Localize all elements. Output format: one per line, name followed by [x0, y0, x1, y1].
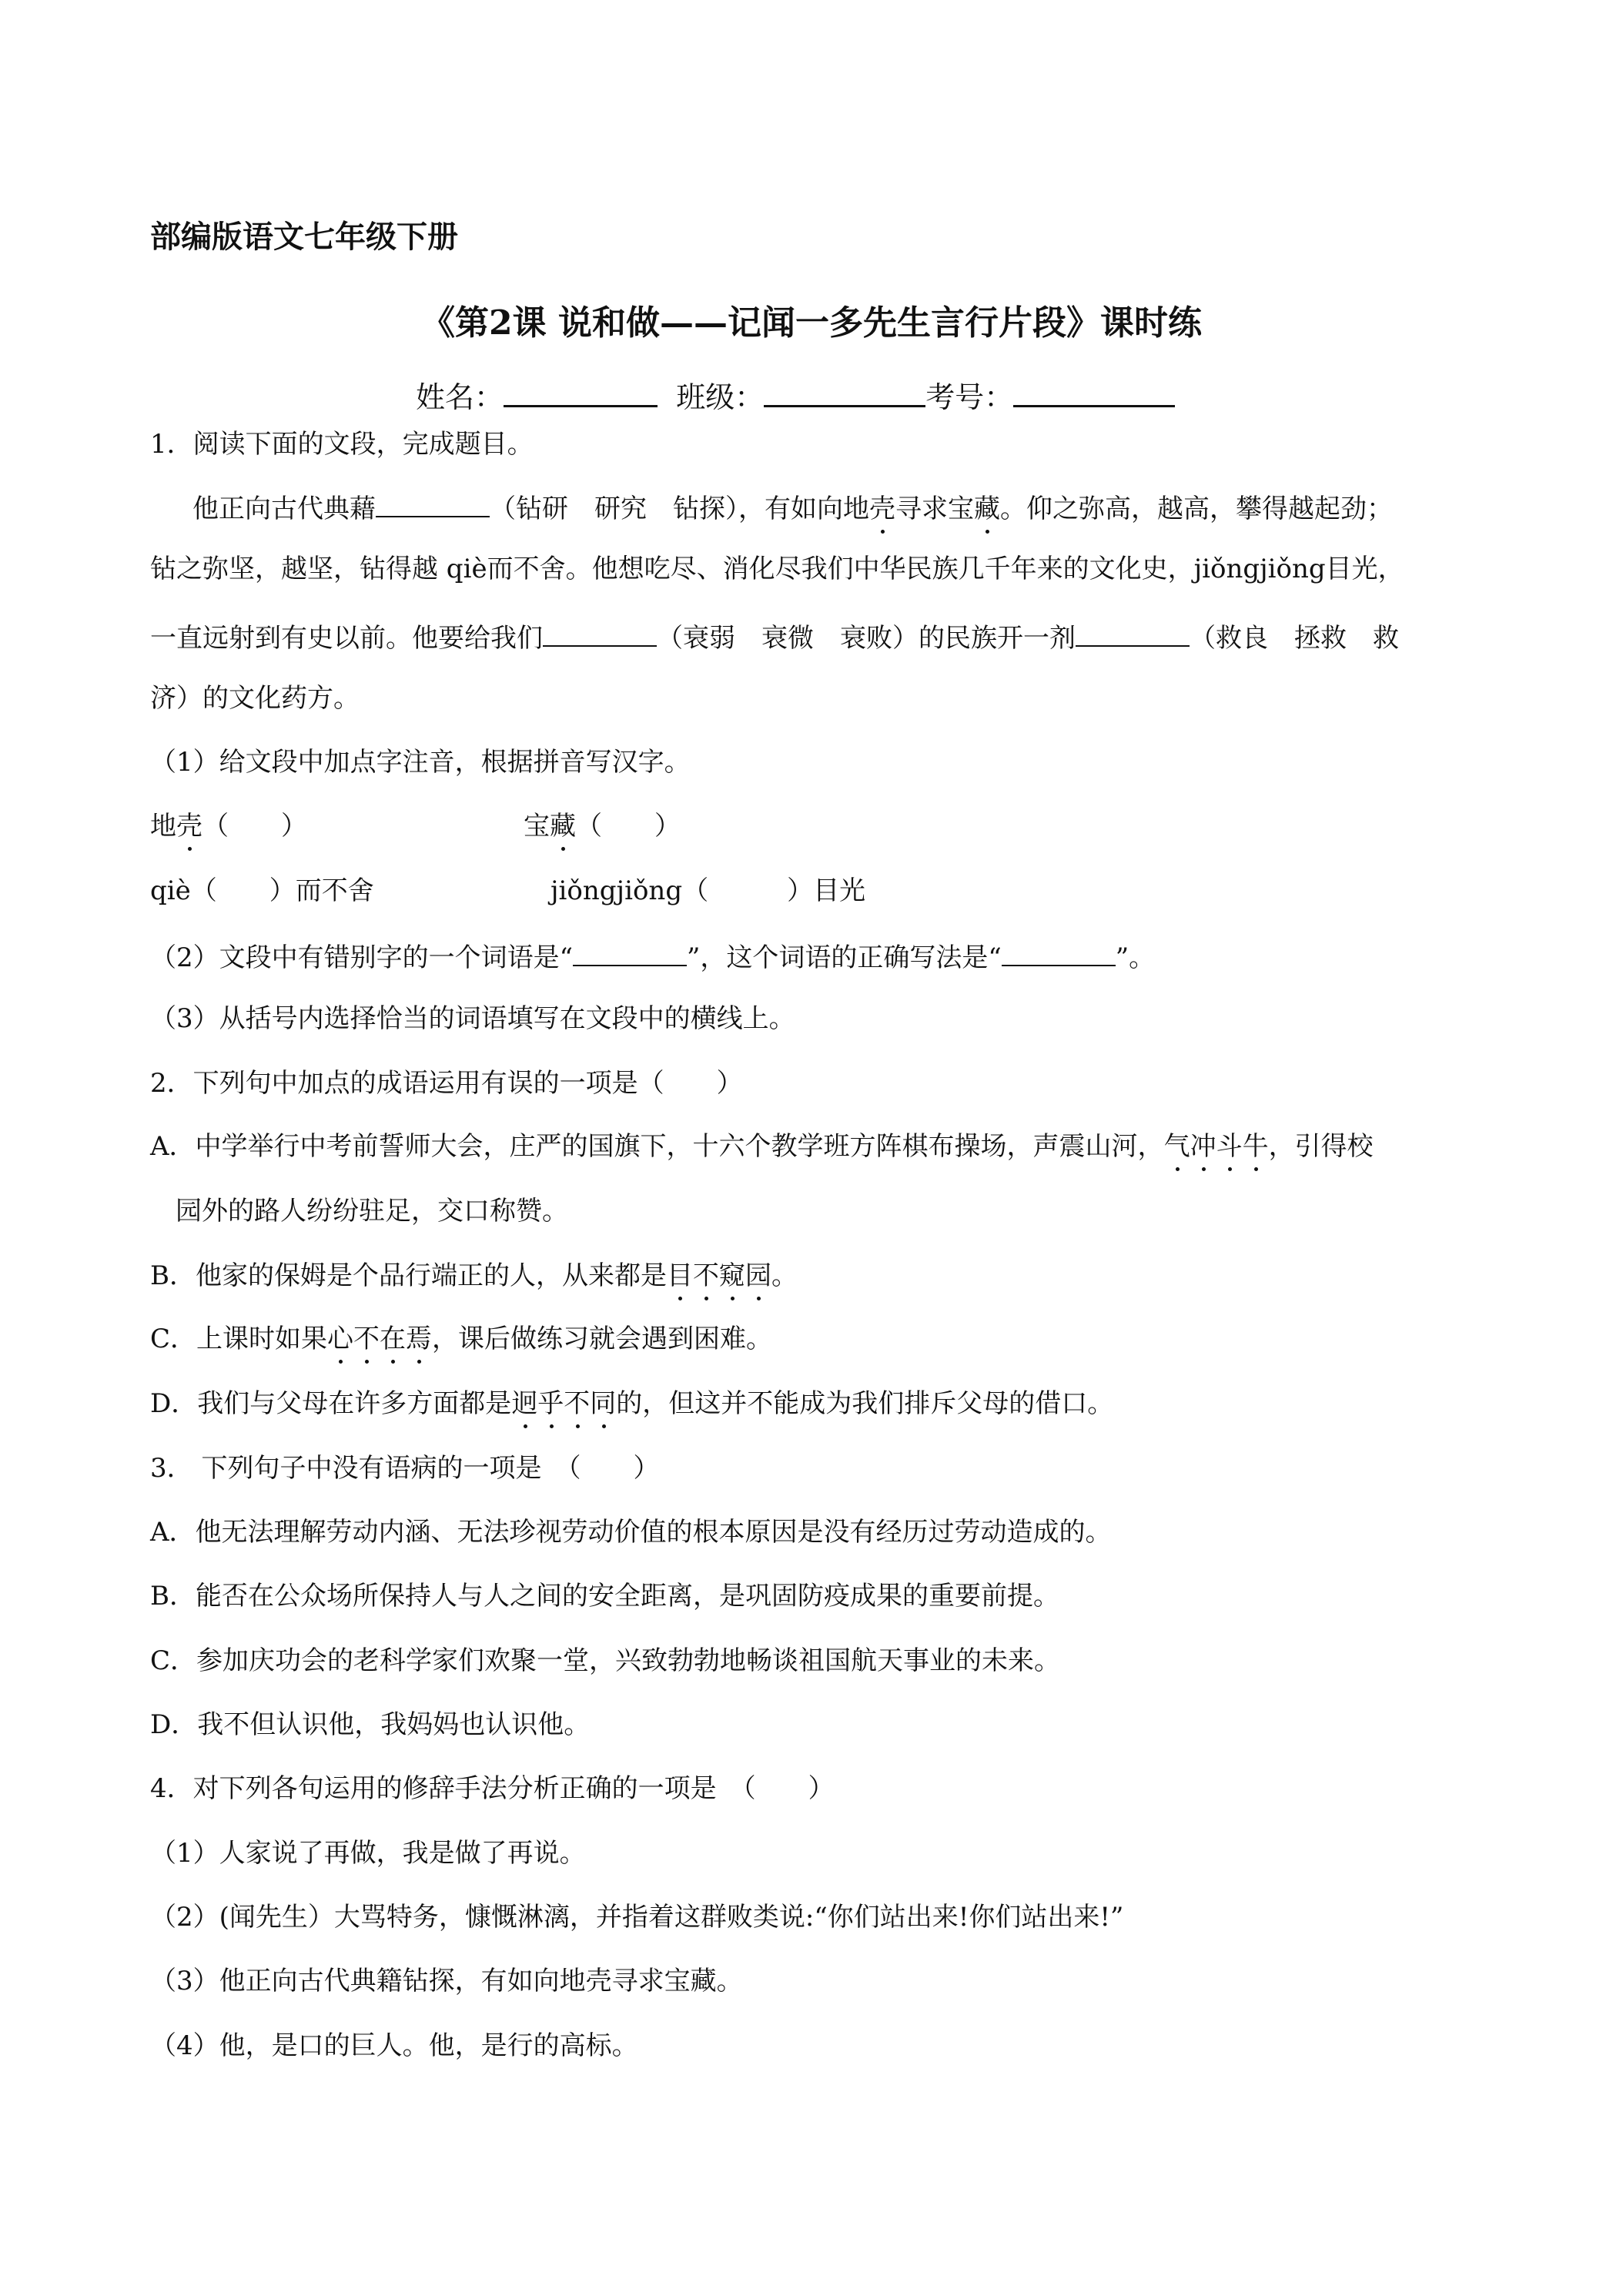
q2-option-a-cont: 园外的路人纷纷驻足，交口称赞。: [176, 1196, 568, 1227]
wrong-word-blank[interactable]: [573, 942, 687, 966]
q1-stem: 1．阅读下面的文段，完成题目。: [150, 429, 534, 460]
q2-stem: 2．下列句中加点的成语运用有误的一项是（ ）: [150, 1068, 743, 1099]
q1-passage-line-1: 他正向古代典藉 （钻研 研究 钻探），有如向地壳寻求宝藏。仰之弥高，越高，攀得越起劲；: [192, 494, 1393, 524]
dotted-char: 不: [692, 1260, 719, 1291]
q4-sentence-3: （3）他正向古代典籍钻探，有如向地壳寻求宝藏。: [150, 1966, 743, 1996]
student-info-row: [416, 377, 1175, 412]
q1-word-qie: qiè（ ）而不舍: [150, 875, 374, 906]
q1-passage-line-4: 济）的文化药方。: [150, 683, 360, 714]
class-blank[interactable]: [764, 377, 925, 407]
dotted-char: 气: [1163, 1131, 1190, 1162]
dotted-idiom: [1164, 1131, 1269, 1162]
page-title: 《第2课 说和做——记闻一多先生言行片段》课时练: [421, 303, 1202, 343]
q4-sentence-4: （4）他，是口的巨人。他，是行的高标。: [150, 2030, 638, 2061]
q1-word-baozang: 宝藏（ ）: [524, 811, 681, 842]
name-blank[interactable]: [504, 377, 658, 407]
dotted-char: 斗: [1216, 1131, 1243, 1162]
q2-option-c: C．上课时如果心不在焉，课后做练习就会遇到困难。: [150, 1324, 773, 1354]
dotted-char: 不: [564, 1388, 591, 1419]
q3-stem: 3． 下列句子中没有语病的一项是 （ ）: [150, 1453, 660, 1484]
dotted-char: 心: [327, 1324, 354, 1354]
dotted-char: 不: [353, 1324, 380, 1354]
answer-paren[interactable]: （ ）: [576, 811, 681, 842]
q1-passage-line-2: 钻之弥坚，越坚，钻得越 qiè而不舍。他想吃尽、消化尽我们中华民族几千年来的文化史，jiǒngjiǒng目光，: [150, 554, 1404, 584]
q3-option-b: B．能否在公众场所保持人与人之间的安全距离，是巩固防疫成果的重要前提。: [150, 1581, 1059, 1612]
dotted-char: 园: [745, 1260, 771, 1291]
dotted-char: 乎: [537, 1388, 564, 1419]
dotted-char: 在: [380, 1324, 407, 1354]
q1-sub3: （3）从括号内选择恰当的词语填写在文段中的横线上。: [150, 1003, 795, 1034]
dotted-char: 冲: [1190, 1131, 1216, 1162]
q1-word-jiongjiong: jiǒngjiǒng（ ）目光: [550, 875, 866, 906]
q4-sentence-2: （2）(闻先生）大骂特务，慷慨淋漓，并指着这群败类说:“你们站出来!你们站出来!”: [150, 1902, 1124, 1933]
dotted-char: 目: [666, 1260, 693, 1291]
q2-option-d: D．我们与父母在许多方面都是迥乎不同的，但这并不能成为我们排斥父母的借口。: [150, 1388, 1114, 1419]
dotted-char-qiao: 壳: [869, 494, 895, 524]
q1-sub2: （2）文段中有错别字的一个词语是“ ”，这个词语的正确写法是“ ”。: [150, 942, 1156, 973]
dotted-idiom: [511, 1388, 616, 1419]
q1-blank-1[interactable]: [376, 493, 490, 517]
q3-option-a: A．他无法理解劳动内涵、无法珍视劳动价值的根本原因是没有经历过劳动造成的。: [150, 1517, 1112, 1548]
name-label: 姓名：: [416, 380, 504, 414]
q4-stem: 4．对下列各句运用的修辞手法分析正确的一项是 （ ）: [150, 1773, 835, 1804]
dotted-char: 窥: [718, 1260, 745, 1291]
q4-sentence-1: （1）人家说了再做，我是做了再说。: [150, 1838, 586, 1869]
correct-word-blank[interactable]: [1002, 942, 1116, 966]
dotted-char-cang: 藏: [974, 494, 1000, 524]
dotted-char: 牛: [1242, 1131, 1269, 1162]
q1-blank-3[interactable]: [1076, 622, 1190, 647]
q1-word-diqiao: 地壳（ ）: [150, 811, 307, 842]
q2-option-a: A．中学举行中考前誓师大会，庄严的国旗下，十六个教学班方阵棋布操场，声震山河，气冲斗牛，引得校: [150, 1131, 1374, 1162]
q1-blank-2[interactable]: [543, 622, 657, 647]
dotted-char: 同: [590, 1388, 617, 1419]
exam-number-blank[interactable]: [1013, 377, 1175, 407]
dotted-char: 迥: [511, 1388, 538, 1419]
answer-paren[interactable]: （ ）: [202, 811, 307, 842]
grade-heading: 部编版语文七年级下册: [150, 219, 458, 255]
dotted-idiom: [667, 1260, 771, 1291]
q1-passage-line-3: 一直远射到有史以前。他要给我们 （衰弱 衰微 衰败）的民族开一剂 （救良 拯救 救: [150, 623, 1399, 654]
q2-option-b: B．他家的保姆是个品行端正的人，从来都是目不窥园。: [150, 1260, 798, 1291]
q1-sub1: （1）给文段中加点字注音，根据拼音写汉字。: [150, 747, 691, 778]
q3-option-d: D．我不但认识他，我妈妈也认识他。: [150, 1709, 591, 1740]
q3-option-c: C．参加庆功会的老科学家们欢聚一堂，兴致勃勃地畅谈祖国航天事业的未来。: [150, 1645, 1061, 1676]
class-label: 班级：: [676, 380, 765, 414]
dotted-char: 焉: [406, 1324, 433, 1354]
dotted-idiom: [327, 1324, 432, 1354]
exam-label: 考号：: [925, 380, 1014, 414]
